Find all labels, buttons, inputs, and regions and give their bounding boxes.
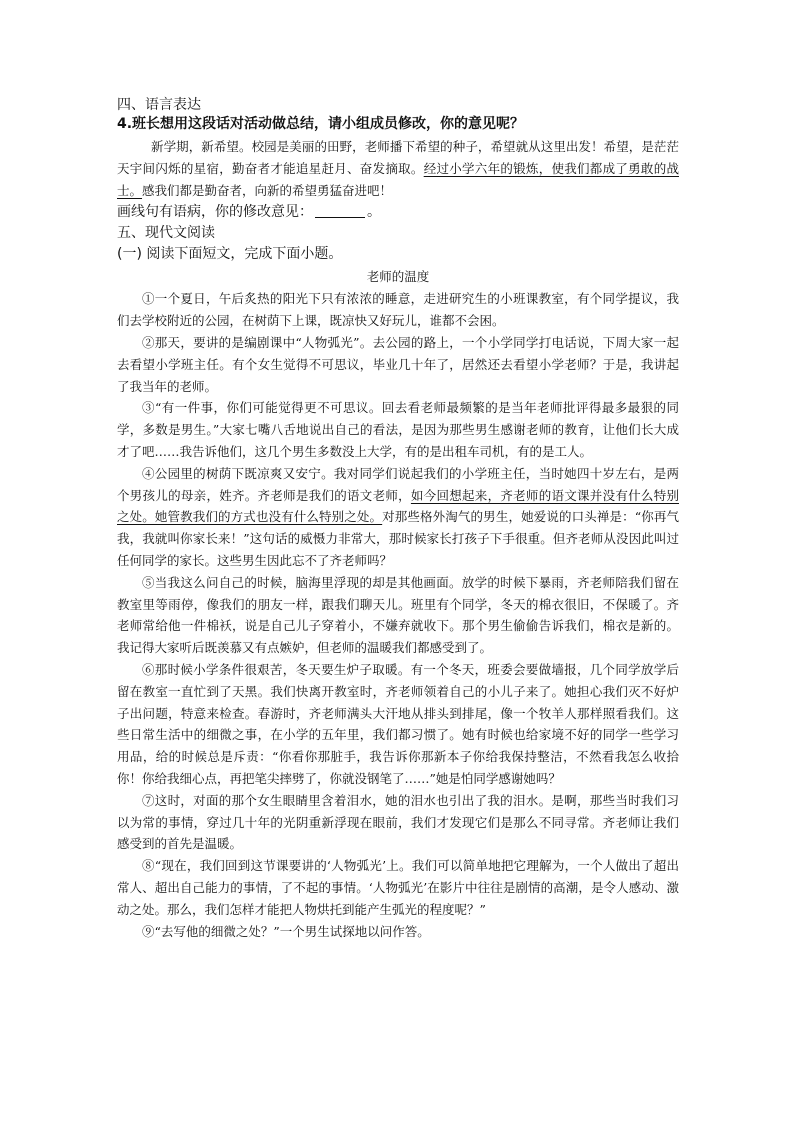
revision-prompt-end: 。 xyxy=(367,204,381,221)
article-paragraph-8: ⑧“现在，我们回到这节课要讲的‘人物弧光’上。我们可以简单地把它理解为，一个人做出了超出常人、超出自己能力的事情，了不起的事情。‘人物弧光’在影片中往往是剧情的高潮，是令人感动、激动之处。那么，我们怎样才能把人物烘托到能产生弧光的程度呢？” xyxy=(117,858,679,917)
reading-instruction: (一) 阅读下面短文，完成下面小题。 xyxy=(117,246,343,263)
article-paragraph-9: ⑨“去写他的细微之处？”一个男生试探地以问作答。 xyxy=(142,923,430,939)
article-paragraph-1: ①一个夏日，午后炙热的阳光下只有浓浓的睡意，走进研究生的小班课教室，有个同学提议，我们去学校附近的公园，在树荫下上课，既凉快又好玩儿，谁都不会困。 xyxy=(117,291,679,329)
summary-passage-end: 感我们都是勤奋者，向新的希望勇猛奋进吧！ xyxy=(142,182,393,198)
summary-passage-text: 新学期，新希望。校园是美丽的田野，老师播下希望的种子，希望就从这里出发！希望，是茫茫天宇间闪烁的星宿，勤奋者才能追星赶月、奋发摘取。 xyxy=(117,139,679,176)
paragraph-4-text: ④公园里的树荫下既凉爽又安宁。我对同学们说起我们的小学班主任，当时她四十岁左右，是两个男孩儿的母亲，姓齐。齐老师是我们的语文老师， xyxy=(117,465,679,503)
revision-prompt-label: 画线句有语病，你的修改意见： xyxy=(117,204,313,221)
section-heading-language: 四、语言表达 xyxy=(117,97,201,113)
article-paragraph-2: ②那天，要讲的是编剧课中“人物弧光”。去公园的路上，一个小学同学打电话说，下周大家一起去看望小学班主任。有个女生觉得不可思议，毕业几十年了，居然还去看望小学老师？于是，我讲起了我当年的老师。 xyxy=(117,334,679,394)
revision-prompt xyxy=(117,201,679,223)
document-content xyxy=(117,96,679,942)
paragraph-4-end: 对那些格外淘气的男生，她爱说的口头禅是：“你再气我，我就叫你家长来！”这句话的威慑力非常大，那时候家长打孩子下手很重。但齐老师从没因此叫过任何同学的家长。这些男生因此忘不了齐老师吗？ xyxy=(117,509,679,568)
answer-blank[interactable] xyxy=(315,203,365,218)
article-paragraph-5: ⑤当我这么问自己的时候，脑海里浮现的却是其他画面。放学的时候下暴雨，齐老师陪我们留在教室里等雨停，像我们的朋友一样，跟我们聊天儿。班里有个同学，冬天的棉衣很旧，不保暖了。齐老师常给他一件棉袄，说是自己儿子穿着小，不嫌弃就收下。那个男生偷偷告诉我们，棉衣是新的。我记得大家听后既羡慕又有点嫉妒，但老师的温暖我们都感受到了。 xyxy=(117,574,679,656)
paragraph-4-underlined: 如今回想起来，齐老师的语文课并没有什么特别之处。她管教我们的方式也没有什么特别之处。 xyxy=(117,487,679,525)
article-paragraph-6: ⑥那时候小学条件很艰苦，冬天要生炉子取暖。有一个冬天，班委会要做墙报，几个同学放学后留在教室一直忙到了天黑。我们快离开教室时，齐老师领着自己的小儿子来了。她担心我们灭不好炉子出问题，特意来检查。春游时，齐老师满头大汗地从排头到排尾，像一个牧羊人那样照看我们。这些日常生活中的细微之事，在小学的五年里，我们都习惯了。她有时候也给家境不好的同学一些学习用品，给的时候总是斥责：“你看你那脏手，我告诉你那新本子你给我保持整洁，不然看我怎么收拾你！你给我细心点，再把笔尖摔劈了，你就没钢笔了……”她是怕同学感谢她吗？ xyxy=(117,661,679,786)
article-paragraph-3: ③“有一件事，你们可能觉得更不可思议。回去看老师最频繁的是当年老师批评得最多最狠的同学，多数是男生。”大家七嘴八舌地说出自己的看法，是因为那些男生感谢老师的教育，让他们长大成才了吧……我告诉他们，这几个男生多数没上大学，有的是出租车司机，有的是工人。 xyxy=(117,400,679,459)
section-heading-reading: 五、现代文阅读 xyxy=(117,225,215,242)
article-paragraph-7: ⑦这时，对面的那个女生眼睛里含着泪水，她的泪水也引出了我的泪水。是啊，那些当时我们习以为常的事情，穿过几十年的光阴重新浮现在眼前，我们才发现它们是那么不同寻常。齐老师让我们感受到的首先是温暖。 xyxy=(117,792,679,852)
question-4: 4.班长想用这段话对活动做总结，请小组成员修改，你的意见呢？ xyxy=(117,116,525,132)
article-paragraph-4 xyxy=(117,463,679,572)
summary-underlined-sentence: 经过小学六年的锻炼，使我们都成了勇敢的战士。 xyxy=(117,160,679,198)
article-title: 老师的温度 xyxy=(366,269,430,285)
summary-passage xyxy=(117,136,679,201)
